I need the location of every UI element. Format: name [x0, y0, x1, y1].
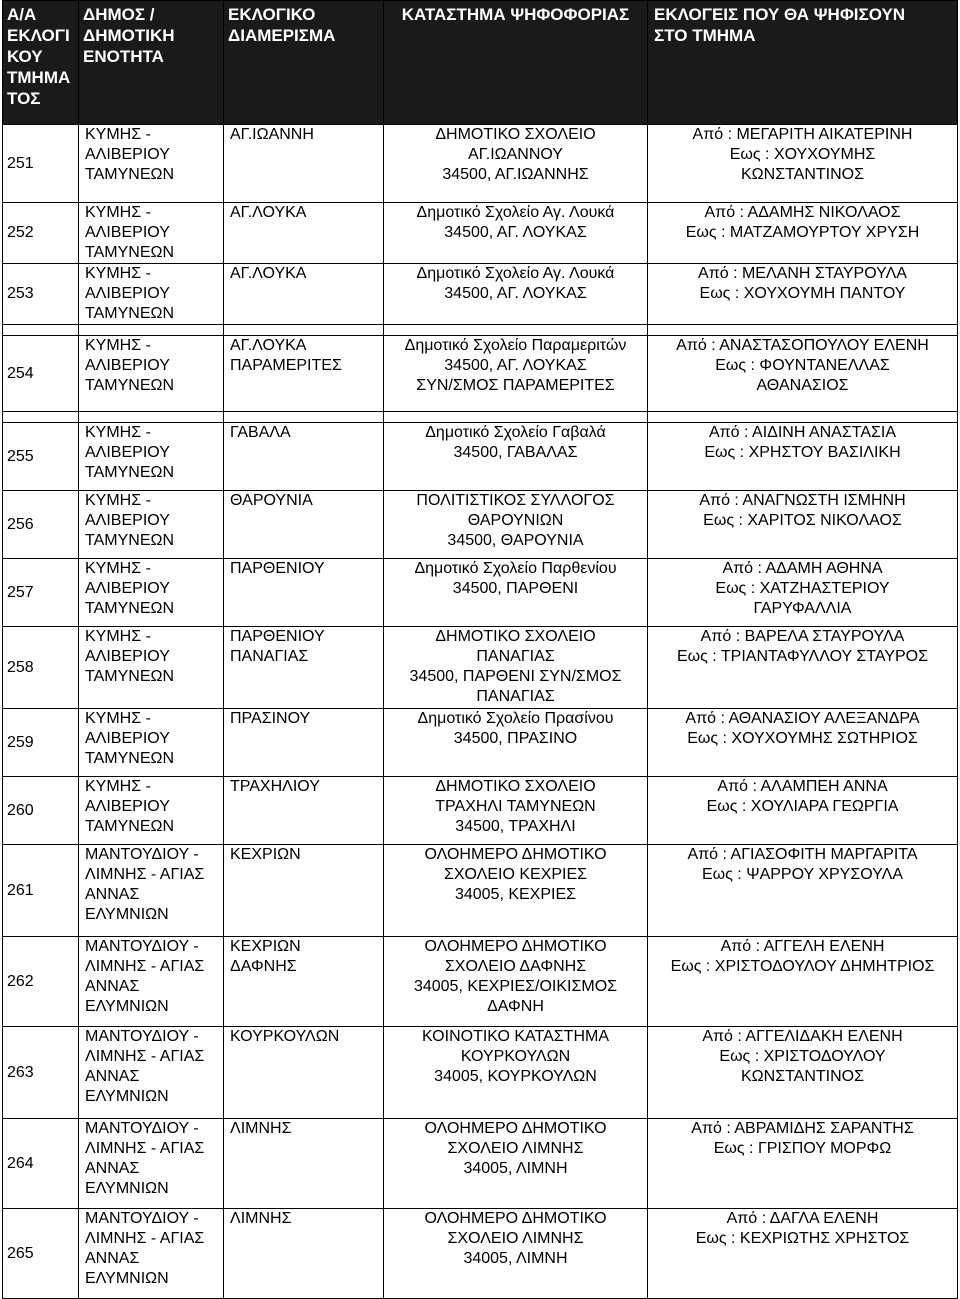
municipality-line: ΕΛΥΜΝΙΩΝ: [85, 1270, 169, 1287]
station-line: 34005, ΛΙΜΝΗ: [463, 1160, 568, 1177]
cell-municipality: [79, 559, 224, 627]
district-line: ΑΓ.ΙΩΑΝΝΗ: [230, 126, 314, 143]
district-line: ΠΑΡΘΕΝΙΟΥ: [230, 560, 325, 577]
voter-range-line: Από : ΑΓΙΑΣΟΦΙΤΗ ΜΑΡΓΑΡΙΤΑ: [687, 846, 918, 863]
cell-voter-range: [648, 1027, 958, 1119]
municipality-line: ΑΛΙΒΕΡΙΟΥ: [85, 285, 170, 302]
cell-district: [224, 125, 384, 203]
municipality-line: ΑΝΝΑΣ: [85, 1160, 140, 1177]
cell-polling-station: [384, 264, 648, 325]
station-line: 34500, ΠΑΡΘΕΝΙ: [452, 580, 579, 597]
voter-range-line: Εως : ΤΡΙΑΝΤΑΦΥΛΛΟΥ ΣΤΑΥΡΟΣ: [676, 648, 928, 665]
cell-district: [224, 203, 384, 264]
municipality-line: ΑΛΙΒΕΡΙΟΥ: [85, 224, 170, 241]
header-line: ΚΟΥ: [7, 47, 43, 66]
table-row: [3, 937, 958, 1027]
voter-range-line: Από : ΑΛΑΜΠΕΗ ΑΝΝΑ: [717, 778, 888, 795]
gap-cell: [224, 412, 384, 423]
station-line: ΣΧΟΛΕΙΟ ΛΙΜΝΗΣ: [447, 1140, 584, 1157]
header-district: [224, 1, 384, 125]
cell-district: [224, 264, 384, 325]
municipality-line: ΛΙΜΝΗΣ - ΑΓΙΑΣ: [85, 958, 205, 975]
header-line: Α/Α: [7, 5, 37, 24]
station-line: 34500, ΑΓ.ΙΩΑΝΝΗΣ: [442, 166, 589, 183]
station-line: 34500, ΑΓ. ΛΟΥΚΑΣ: [444, 357, 587, 374]
municipality-line: ΑΝΝΑΣ: [85, 978, 140, 995]
voter-range-line: Από : ΔΑΓΛΑ ΕΛΕΝΗ: [726, 1210, 879, 1227]
cell-voter-range: [648, 709, 958, 777]
station-line: ΔΗΜΟΤΙΚΟ ΣΧΟΛΕΙΟ: [435, 628, 596, 645]
municipality-line: ΑΛΙΒΕΡΙΟΥ: [85, 444, 170, 461]
gap-cell: [3, 412, 79, 423]
district-line: ΚΕΧΡΙΩΝ: [230, 938, 301, 955]
gap-cell: [384, 325, 648, 336]
station-line: 34500, ΠΡΑΣΙΝΟ: [453, 730, 578, 747]
station-line: ΣΧΟΛΕΙΟ ΚΕΧΡΙΕΣ: [443, 866, 588, 883]
voter-range-line: Εως : ΧΡΗΣΤΟΥ ΒΑΣΙΛΙΚΗ: [704, 444, 901, 461]
station-line: ΟΛΟΗΜΕΡΟ ΔΗΜΟΤΙΚΟ: [424, 1210, 607, 1227]
header-line: ΤΜΗΜΑ: [7, 68, 71, 87]
cell-polling-station: [384, 1119, 648, 1209]
cell-voter-range: [648, 559, 958, 627]
station-line: Δημοτικό Σχολείο Παρθενίου: [414, 560, 617, 577]
cell-district: [224, 423, 384, 491]
municipality-line: ΚΥΜΗΣ -: [85, 492, 151, 509]
header-line: ΔΙΑΜΕΡΙΣΜΑ: [228, 26, 336, 45]
cell-section-number: 256: [3, 491, 79, 559]
voter-range-line: Από : ΑΓΓΕΛΙΔΑΚΗ ΕΛΕΝΗ: [702, 1028, 903, 1045]
cell-section-number: 258: [3, 627, 79, 709]
cell-section-number: 265: [3, 1209, 79, 1299]
header-station: [384, 1, 648, 125]
station-line: 34500, ΑΓ. ΛΟΥΚΑΣ: [444, 285, 587, 302]
municipality-line: ΤΑΜΥΝΕΩΝ: [85, 464, 174, 481]
municipality-line: ΕΛΥΜΝΙΩΝ: [85, 1180, 169, 1197]
station-line: ΠΟΛΙΤΙΣΤΙΚΟΣ ΣΥΛΛΟΓΟΣ: [416, 492, 615, 509]
gap-cell: [384, 412, 648, 423]
cell-voter-range: [648, 203, 958, 264]
header-row: [3, 1, 958, 125]
cell-voter-range: [648, 1209, 958, 1299]
district-line: ΑΓ.ΛΟΥΚΑ: [230, 204, 307, 221]
cell-municipality: [79, 845, 224, 937]
voter-range-line: Εως : ΧΡΙΣΤΟΔΟΥΛΟΥ: [719, 1048, 886, 1065]
cell-district: [224, 777, 384, 845]
voter-range-line: Εως : ΧΑΤΖΗΑΣΤΕΡΙΟΥ: [715, 580, 890, 597]
voter-range-line: Εως : ΧΟΥΧΟΥΜΗΣ ΣΩΤΗΡΙΟΣ: [687, 730, 918, 747]
cell-district: [224, 1119, 384, 1209]
municipality-line: ΑΛΙΒΕΡΙΟΥ: [85, 648, 170, 665]
municipality-line: ΚΥΜΗΣ -: [85, 628, 151, 645]
header-line: ΕΚΛΟΓΙ: [7, 26, 70, 45]
municipality-line: ΚΥΜΗΣ -: [85, 204, 151, 221]
municipality-line: ΑΝΝΑΣ: [85, 1068, 140, 1085]
cell-section-number: 254: [3, 336, 79, 412]
station-line: 34005, ΚΕΧΡΙΕΣ: [454, 886, 577, 903]
cell-district: [224, 336, 384, 412]
voter-range-line: Από : ΜΕΛΑΝΗ ΣΤΑΥΡΟΥΛΑ: [698, 265, 907, 282]
municipality-line: ΑΛΙΒΕΡΙΟΥ: [85, 512, 170, 529]
municipality-line: ΑΝΝΑΣ: [85, 886, 140, 903]
voter-range-line: Από : ΑΒΡΑΜΙΔΗΣ ΣΑΡΑΝΤΗΣ: [691, 1120, 914, 1137]
cell-municipality: [79, 203, 224, 264]
table-body: [3, 125, 958, 1299]
cell-section-number: 253: [3, 264, 79, 325]
cell-section-number: 263: [3, 1027, 79, 1119]
cell-district: [224, 559, 384, 627]
municipality-line: ΑΛΙΒΕΡΙΟΥ: [85, 357, 170, 374]
table-row: [3, 1027, 958, 1119]
header-range: [648, 1, 958, 125]
cell-district: [224, 491, 384, 559]
table-row: [3, 125, 958, 203]
municipality-line: ΤΑΜΥΝΕΩΝ: [85, 305, 174, 322]
cell-municipality: [79, 423, 224, 491]
municipality-line: ΤΑΜΥΝΕΩΝ: [85, 600, 174, 617]
gap-cell: [79, 325, 224, 336]
municipality-line: ΤΑΜΥΝΕΩΝ: [85, 818, 174, 835]
voter-range-line: Από : ΜΕΓΑΡΙΤΗ ΑΙΚΑΤΕΡΙΝΗ: [692, 126, 913, 143]
voter-range-line: ΚΩΝΣΤΑΝΤΙΝΟΣ: [741, 1068, 864, 1085]
cell-voter-range: [648, 491, 958, 559]
station-line: ΠΑΝΑΓΙΑΣ: [476, 648, 555, 665]
station-line: ΣΧΟΛΕΙΟ ΛΙΜΝΗΣ: [447, 1230, 584, 1247]
cell-section-number: 261: [3, 845, 79, 937]
station-line: ΠΑΝΑΓΙΑΣ: [476, 688, 555, 705]
cell-section-number: 259: [3, 709, 79, 777]
header-line: ΤΟΣ: [7, 89, 41, 108]
municipality-line: ΑΛΙΒΕΡΙΟΥ: [85, 580, 170, 597]
cell-municipality: [79, 937, 224, 1027]
cell-polling-station: [384, 937, 648, 1027]
station-line: ΑΓ.ΙΩΑΝΝΟΥ: [468, 146, 563, 163]
station-line: Δημοτικό Σχολείο Αγ. Λουκά: [416, 265, 615, 282]
cell-section-number: 255: [3, 423, 79, 491]
station-line: ΔΑΦΝΗ: [487, 998, 544, 1015]
voter-range-line: ΓΑΡΥΦΑΛΛΙΑ: [753, 600, 852, 617]
header-line: ΕΚΛΟΓΙΚΟ: [228, 5, 316, 24]
municipality-line: ΚΥΜΗΣ -: [85, 560, 151, 577]
voter-range-line: Από : ΑΔΑΜΗ ΑΘΗΝΑ: [722, 560, 883, 577]
cell-municipality: [79, 1119, 224, 1209]
municipality-line: ΛΙΜΝΗΣ - ΑΓΙΑΣ: [85, 1140, 205, 1157]
municipality-line: ΕΛΥΜΝΙΩΝ: [85, 998, 169, 1015]
district-line: ΤΡΑΧΗΛΙΟΥ: [230, 778, 320, 795]
municipality-line: ΜΑΝΤΟΥΔΙΟΥ -: [85, 1120, 199, 1137]
municipality-line: ΚΥΜΗΣ -: [85, 126, 151, 143]
cell-polling-station: [384, 491, 648, 559]
cell-district: [224, 709, 384, 777]
municipality-line: ΚΥΜΗΣ -: [85, 424, 151, 441]
district-line: ΚΟΥΡΚΟΥΛΩΝ: [230, 1028, 340, 1045]
cell-voter-range: [648, 627, 958, 709]
municipality-line: ΚΥΜΗΣ -: [85, 710, 151, 727]
cell-voter-range: [648, 423, 958, 491]
voter-range-line: Από : ΑΔΑΜΗΣ ΝΙΚΟΛΑΟΣ: [704, 204, 901, 221]
municipality-line: ΛΙΜΝΗΣ - ΑΓΙΑΣ: [85, 1048, 205, 1065]
header-area: [79, 1, 224, 125]
station-line: 34500, ΓΑΒΑΛΑΣ: [453, 444, 578, 461]
station-line: ΚΟΥΡΚΟΥΛΩΝ: [460, 1048, 571, 1065]
station-line: ΟΛΟΗΜΕΡΟ ΔΗΜΟΤΙΚΟ: [424, 846, 607, 863]
voter-range-line: Από : ΑΙΔΙΝΗ ΑΝΑΣΤΑΣΙΑ: [708, 424, 897, 441]
district-line: ΑΓ.ΛΟΥΚΑ: [230, 265, 307, 282]
polling-stations-table: [2, 0, 958, 1299]
header-line: ΔΗΜΟΣ /: [83, 5, 155, 24]
municipality-line: ΛΙΜΝΗΣ - ΑΓΙΑΣ: [85, 866, 205, 883]
district-line: ΠΑΡΑΜΕΡΙΤΕΣ: [230, 357, 342, 374]
municipality-line: ΕΛΥΜΝΙΩΝ: [85, 906, 169, 923]
cell-voter-range: [648, 845, 958, 937]
station-line: 34005, ΛΙΜΝΗ: [463, 1250, 568, 1267]
station-line: ΟΛΟΗΜΕΡΟ ΔΗΜΟΤΙΚΟ: [424, 1120, 607, 1137]
cell-polling-station: [384, 1209, 648, 1299]
voter-range-line: ΑΘΑΝΑΣΙΟΣ: [756, 377, 849, 394]
header-line: ΕΚΛΟΓΕΙΣ ΠΟΥ ΘΑ ΨΗΦΙΣΟΥΝ: [654, 5, 906, 24]
cell-district: [224, 627, 384, 709]
table-row: [3, 423, 958, 491]
table-row: [3, 777, 958, 845]
district-line: ΛΙΜΝΗΣ: [230, 1210, 292, 1227]
municipality-line: ΜΑΝΤΟΥΔΙΟΥ -: [85, 1028, 199, 1045]
station-line: Δημοτικό Σχολείο Αγ. Λουκά: [416, 204, 615, 221]
table-row: [3, 1209, 958, 1299]
station-line: 34500, ΠΑΡΘΕΝΙ ΣΥΝ/ΣΜΟΣ: [409, 668, 622, 685]
header-line: ΚΑΤΑΣΤΗΜΑ ΨΗΦΟΦΟΡΙΑΣ: [401, 5, 630, 24]
table-row: [3, 203, 958, 264]
cell-voter-range: [648, 336, 958, 412]
district-line: ΓΑΒΑΛΑ: [230, 424, 291, 441]
cell-polling-station: [384, 336, 648, 412]
voter-range-line: Εως : ΓΡΙΣΠΟΥ ΜΟΡΦΩ: [713, 1140, 892, 1157]
cell-voter-range: [648, 777, 958, 845]
station-line: 34005, ΚΟΥΡΚΟΥΛΩΝ: [434, 1068, 597, 1085]
cell-polling-station: [384, 1027, 648, 1119]
district-line: ΔΑΦΝΗΣ: [230, 958, 297, 975]
cell-municipality: [79, 709, 224, 777]
municipality-line: ΑΝΝΑΣ: [85, 1250, 140, 1267]
cell-voter-range: [648, 264, 958, 325]
cell-polling-station: [384, 423, 648, 491]
municipality-line: ΛΙΜΝΗΣ - ΑΓΙΑΣ: [85, 1230, 205, 1247]
voter-range-line: Εως : ΦΟΥΝΤΑΝΕΛΛΑΣ: [715, 357, 890, 374]
table-row: [3, 627, 958, 709]
voter-range-line: Εως : ΜΑΤΖΑΜΟΥΡΤΟΥ ΧΡΥΣΗ: [685, 224, 920, 241]
cell-polling-station: [384, 559, 648, 627]
cell-municipality: [79, 264, 224, 325]
cell-district: [224, 1027, 384, 1119]
cell-section-number: 252: [3, 203, 79, 264]
municipality-line: ΤΑΜΥΝΕΩΝ: [85, 377, 174, 394]
district-line: ΠΡΑΣΙΝΟΥ: [230, 710, 311, 727]
header-line: ΣΤΟ ΤΜΗΜΑ: [654, 26, 756, 45]
municipality-line: ΤΑΜΥΝΕΩΝ: [85, 668, 174, 685]
cell-section-number: 260: [3, 777, 79, 845]
cell-municipality: [79, 1027, 224, 1119]
cell-voter-range: [648, 125, 958, 203]
cell-municipality: [79, 491, 224, 559]
cell-voter-range: [648, 937, 958, 1027]
district-line: ΑΓ.ΛΟΥΚΑ: [230, 337, 307, 354]
table-row: [3, 845, 958, 937]
cell-polling-station: [384, 845, 648, 937]
cell-district: [224, 845, 384, 937]
station-line: ΟΛΟΗΜΕΡΟ ΔΗΜΟΤΙΚΟ: [424, 938, 607, 955]
header-line: ΔΗΜΟΤΙΚΗ: [83, 26, 175, 45]
district-line: ΠΑΝΑΓΙΑΣ: [230, 648, 309, 665]
cell-municipality: [79, 336, 224, 412]
municipality-line: ΑΛΙΒΕΡΙΟΥ: [85, 730, 170, 747]
station-line: Δημοτικό Σχολείο Γαβαλά: [425, 424, 606, 441]
cell-section-number: 262: [3, 937, 79, 1027]
district-line: ΘΑΡΟΥΝΙΑ: [230, 492, 313, 509]
gap-cell: [79, 412, 224, 423]
cell-section-number: 264: [3, 1119, 79, 1209]
gap-cell: [648, 325, 958, 336]
cell-district: [224, 937, 384, 1027]
voter-range-line: Εως : ΚΕΧΡΙΩΤΗΣ ΧΡΗΣΤΟΣ: [695, 1230, 910, 1247]
municipality-line: ΜΑΝΤΟΥΔΙΟΥ -: [85, 938, 199, 955]
header-num: [3, 1, 79, 125]
municipality-line: ΕΛΥΜΝΙΩΝ: [85, 1088, 169, 1105]
municipality-line: ΤΑΜΥΝΕΩΝ: [85, 532, 174, 549]
gap-cell: [224, 325, 384, 336]
station-line: ΘΑΡΟΥΝΙΩΝ: [467, 512, 564, 529]
voter-range-line: Από : ΑΝΑΣΤΑΣΟΠΟΥΛΟΥ ΕΛΕΝΗ: [676, 337, 929, 354]
municipality-line: ΑΛΙΒΕΡΙΟΥ: [85, 798, 170, 815]
voter-range-line: ΚΩΝΣΤΑΝΤΙΝΟΣ: [741, 166, 864, 183]
cell-voter-range: [648, 1119, 958, 1209]
voter-range-line: Εως : ΨΑΡΡΟΥ ΧΡΥΣΟΥΛΑ: [701, 866, 904, 883]
section-gap: [3, 412, 958, 423]
station-line: ΣΥΝ/ΣΜΟΣ ΠΑΡΑΜΕΡΙΤΕΣ: [416, 377, 615, 394]
table-row: [3, 336, 958, 412]
section-gap: [3, 325, 958, 336]
voter-range-line: Εως : ΧΟΥΧΟΥΜΗ ΠΑΝΤΟΥ: [699, 285, 906, 302]
table-row: [3, 1119, 958, 1209]
voter-range-line: Εως : ΧΡΙΣΤΟΔΟΥΛΟΥ ΔΗΜΗΤΡΙΟΣ: [670, 958, 935, 975]
cell-municipality: [79, 777, 224, 845]
gap-cell: [648, 412, 958, 423]
station-line: 34500, ΑΓ. ΛΟΥΚΑΣ: [444, 224, 587, 241]
cell-polling-station: [384, 709, 648, 777]
district-line: ΠΑΡΘΕΝΙΟΥ: [230, 628, 325, 645]
station-line: Δημοτικό Σχολείο Παραμεριτών: [404, 337, 627, 354]
voter-range-line: Από : ΑΝΑΓΝΩΣΤΗ ΙΣΜΗΝΗ: [699, 492, 906, 509]
cell-polling-station: [384, 627, 648, 709]
station-line: ΚΟΙΝΟΤΙΚΟ ΚΑΤΑΣΤΗΜΑ: [422, 1028, 609, 1045]
cell-district: [224, 1209, 384, 1299]
district-line: ΛΙΜΝΗΣ: [230, 1120, 292, 1137]
cell-section-number: 251: [3, 125, 79, 203]
municipality-line: ΜΑΝΤΟΥΔΙΟΥ -: [85, 1210, 199, 1227]
cell-polling-station: [384, 203, 648, 264]
municipality-line: ΤΑΜΥΝΕΩΝ: [85, 750, 174, 767]
cell-polling-station: [384, 125, 648, 203]
municipality-line: ΑΛΙΒΕΡΙΟΥ: [85, 146, 170, 163]
municipality-line: ΤΑΜΥΝΕΩΝ: [85, 166, 174, 183]
cell-polling-station: [384, 777, 648, 845]
station-line: 34005, ΚΕΧΡΙΕΣ/ΟΙΚΙΣΜΟΣ: [413, 978, 618, 995]
station-line: ΤΡΑΧΗΛΙ ΤΑΜΥΝΕΩΝ: [435, 798, 596, 815]
gap-cell: [3, 325, 79, 336]
station-line: ΔΗΜΟΤΙΚΟ ΣΧΟΛΕΙΟ: [435, 778, 596, 795]
voter-range-line: Εως : ΧΑΡΙΤΟΣ ΝΙΚΟΛΑΟΣ: [703, 512, 902, 529]
voter-range-line: Εως : ΧΟΥΧΟΥΜΗΣ: [729, 146, 876, 163]
header-line: ΕΝΟΤΗΤΑ: [83, 47, 164, 66]
station-line: 34500, ΘΑΡΟΥΝΙΑ: [447, 532, 584, 549]
station-line: Δημοτικό Σχολείο Πρασίνου: [417, 710, 614, 727]
station-line: ΔΗΜΟΤΙΚΟ ΣΧΟΛΕΙΟ: [435, 126, 596, 143]
cell-municipality: [79, 125, 224, 203]
cell-municipality: [79, 1209, 224, 1299]
municipality-line: ΚΥΜΗΣ -: [85, 265, 151, 282]
municipality-line: ΚΥΜΗΣ -: [85, 778, 151, 795]
municipality-line: ΜΑΝΤΟΥΔΙΟΥ -: [85, 846, 199, 863]
station-line: ΣΧΟΛΕΙΟ ΔΑΦΝΗΣ: [444, 958, 587, 975]
district-line: ΚΕΧΡΙΩΝ: [230, 846, 301, 863]
voter-range-line: Από : ΑΓΓΕΛΗ ΕΛΕΝΗ: [720, 938, 885, 955]
table-row: [3, 709, 958, 777]
voter-range-line: Από : ΒΑΡΕΛΑ ΣΤΑΥΡΟΥΛΑ: [700, 628, 905, 645]
table-row: [3, 491, 958, 559]
voter-range-line: Εως : ΧΟΥΛΙΑΡΑ ΓΕΩΡΓΙΑ: [706, 798, 899, 815]
municipality-line: ΤΑΜΥΝΕΩΝ: [85, 244, 174, 261]
station-line: 34500, ΤΡΑΧΗΛΙ: [455, 818, 576, 835]
cell-municipality: [79, 627, 224, 709]
cell-section-number: 257: [3, 559, 79, 627]
table-row: [3, 559, 958, 627]
municipality-line: ΚΥΜΗΣ -: [85, 337, 151, 354]
table-row: [3, 264, 958, 325]
voter-range-line: Από : ΑΘΑΝΑΣΙΟΥ ΑΛΕΞΑΝΔΡΑ: [685, 710, 920, 727]
